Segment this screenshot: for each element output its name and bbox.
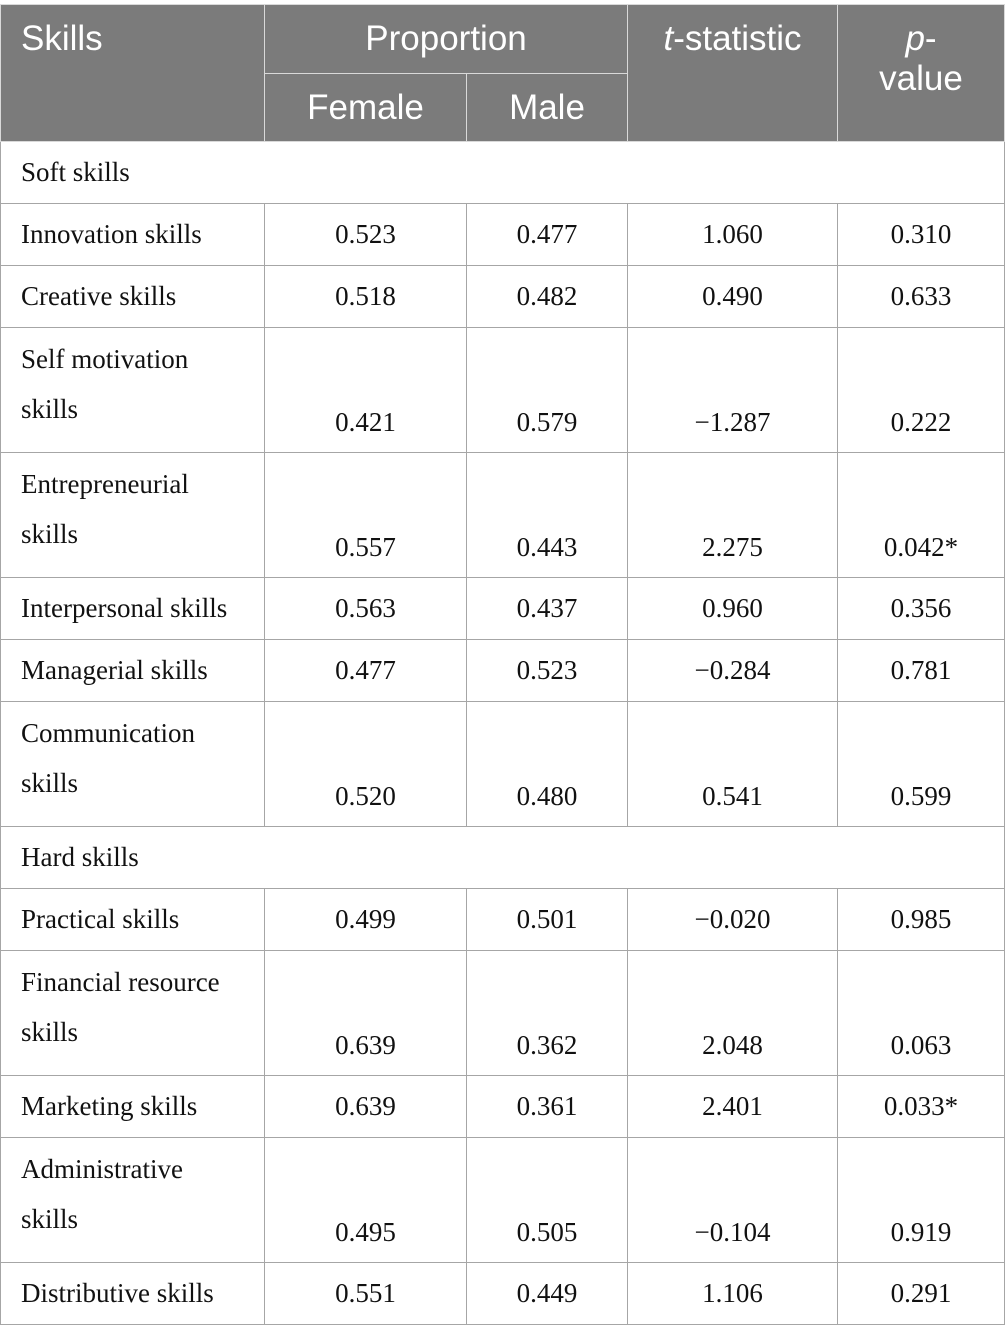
section-label: Hard skills bbox=[1, 827, 1005, 889]
table-row bbox=[1, 889, 1005, 951]
header-t-italic: t bbox=[663, 19, 674, 58]
p-value: 0.356 bbox=[838, 578, 1005, 640]
t-statistic: 0.541 bbox=[628, 702, 838, 827]
table-row bbox=[1, 453, 1005, 578]
skill-name bbox=[1, 328, 265, 453]
male-proportion: 0.437 bbox=[467, 578, 628, 640]
t-statistic: −1.287 bbox=[628, 328, 838, 453]
header-proportion: Proportion bbox=[265, 5, 628, 74]
skill-name-line: Entrepreneurial bbox=[21, 469, 189, 499]
male-proportion: 0.505 bbox=[467, 1138, 628, 1263]
skill-name-line: Distributive skills bbox=[21, 1278, 214, 1308]
skill-name bbox=[1, 1263, 265, 1325]
female-proportion: 0.520 bbox=[265, 702, 467, 827]
female-proportion: 0.518 bbox=[265, 266, 467, 328]
skill-name bbox=[1, 702, 265, 827]
table-row bbox=[1, 204, 1005, 266]
t-statistic: 2.401 bbox=[628, 1076, 838, 1138]
p-value: 0.633 bbox=[838, 266, 1005, 328]
t-statistic: 1.060 bbox=[628, 204, 838, 266]
p-value: 0.222 bbox=[838, 328, 1005, 453]
t-statistic: 0.960 bbox=[628, 578, 838, 640]
t-statistic: 2.275 bbox=[628, 453, 838, 578]
female-proportion: 0.551 bbox=[265, 1263, 467, 1325]
female-proportion: 0.563 bbox=[265, 578, 467, 640]
t-statistic: 1.106 bbox=[628, 1263, 838, 1325]
skill-name-line: Creative skills bbox=[21, 281, 177, 311]
skill-name-line: skills bbox=[21, 394, 79, 424]
skill-name-line: skills bbox=[21, 1204, 79, 1234]
female-proportion: 0.523 bbox=[265, 204, 467, 266]
table-row bbox=[1, 1263, 1005, 1325]
skill-name bbox=[1, 889, 265, 951]
male-proportion: 0.482 bbox=[467, 266, 628, 328]
table-row bbox=[1, 1076, 1005, 1138]
header-p-italic: p bbox=[905, 19, 925, 58]
section-row bbox=[1, 827, 1005, 889]
header-skills: Skills bbox=[1, 5, 265, 142]
header-p-rest: - bbox=[924, 19, 937, 58]
p-value: 0.599 bbox=[838, 702, 1005, 827]
skill-name-line: Administrative bbox=[21, 1154, 183, 1184]
female-proportion: 0.499 bbox=[265, 889, 467, 951]
table-header bbox=[1, 5, 1005, 142]
t-statistic: −0.020 bbox=[628, 889, 838, 951]
skill-name-line: Communication bbox=[21, 718, 195, 748]
p-value: 0.781 bbox=[838, 640, 1005, 702]
p-value: 0.919 bbox=[838, 1138, 1005, 1263]
female-proportion: 0.639 bbox=[265, 1076, 467, 1138]
male-proportion: 0.443 bbox=[467, 453, 628, 578]
skill-name-line: Marketing skills bbox=[21, 1091, 198, 1121]
male-proportion: 0.480 bbox=[467, 702, 628, 827]
skill-name-line: Self motivation bbox=[21, 344, 189, 374]
t-statistic: 0.490 bbox=[628, 266, 838, 328]
skill-name bbox=[1, 578, 265, 640]
male-proportion: 0.477 bbox=[467, 204, 628, 266]
male-proportion: 0.501 bbox=[467, 889, 628, 951]
female-proportion: 0.495 bbox=[265, 1138, 467, 1263]
p-value: 0.033* bbox=[838, 1076, 1005, 1138]
skill-name-line: Financial resource bbox=[21, 967, 220, 997]
skill-name-line: Practical skills bbox=[21, 904, 180, 934]
t-statistic: −0.284 bbox=[628, 640, 838, 702]
header-female: Female bbox=[265, 74, 467, 142]
skill-name bbox=[1, 453, 265, 578]
female-proportion: 0.639 bbox=[265, 951, 467, 1076]
female-proportion: 0.421 bbox=[265, 328, 467, 453]
section-row bbox=[1, 142, 1005, 204]
p-value: 0.310 bbox=[838, 204, 1005, 266]
skill-name-line: Interpersonal skills bbox=[21, 593, 228, 623]
skill-name bbox=[1, 1138, 265, 1263]
male-proportion: 0.579 bbox=[467, 328, 628, 453]
header-male: Male bbox=[467, 74, 628, 142]
male-proportion: 0.361 bbox=[467, 1076, 628, 1138]
female-proportion: 0.477 bbox=[265, 640, 467, 702]
skill-name bbox=[1, 640, 265, 702]
table-row bbox=[1, 640, 1005, 702]
table-row bbox=[1, 266, 1005, 328]
female-proportion: 0.557 bbox=[265, 453, 467, 578]
header-p-line2: value bbox=[879, 59, 963, 98]
skill-name bbox=[1, 951, 265, 1076]
skill-name bbox=[1, 1076, 265, 1138]
skills-table bbox=[0, 4, 1005, 1325]
skill-name bbox=[1, 266, 265, 328]
p-value: 0.063 bbox=[838, 951, 1005, 1076]
section-label: Soft skills bbox=[1, 142, 1005, 204]
male-proportion: 0.523 bbox=[467, 640, 628, 702]
male-proportion: 0.449 bbox=[467, 1263, 628, 1325]
p-value: 0.042* bbox=[838, 453, 1005, 578]
skill-name-line: skills bbox=[21, 519, 79, 549]
table-row bbox=[1, 1138, 1005, 1263]
t-statistic: −0.104 bbox=[628, 1138, 838, 1263]
t-statistic: 2.048 bbox=[628, 951, 838, 1076]
p-value: 0.985 bbox=[838, 889, 1005, 951]
table-body bbox=[1, 142, 1005, 1325]
skill-name-line: skills bbox=[21, 768, 79, 798]
skill-name-line: Innovation skills bbox=[21, 219, 202, 249]
skill-name-line: skills bbox=[21, 1017, 79, 1047]
skill-name bbox=[1, 204, 265, 266]
header-t-rest: -statistic bbox=[673, 19, 802, 58]
table-row bbox=[1, 702, 1005, 827]
table-row bbox=[1, 951, 1005, 1076]
skill-name-line: Managerial skills bbox=[21, 655, 208, 685]
male-proportion: 0.362 bbox=[467, 951, 628, 1076]
p-value: 0.291 bbox=[838, 1263, 1005, 1325]
table-row bbox=[1, 328, 1005, 453]
table-row bbox=[1, 578, 1005, 640]
header-p-value bbox=[838, 5, 1005, 142]
header-t-statistic bbox=[628, 5, 838, 142]
